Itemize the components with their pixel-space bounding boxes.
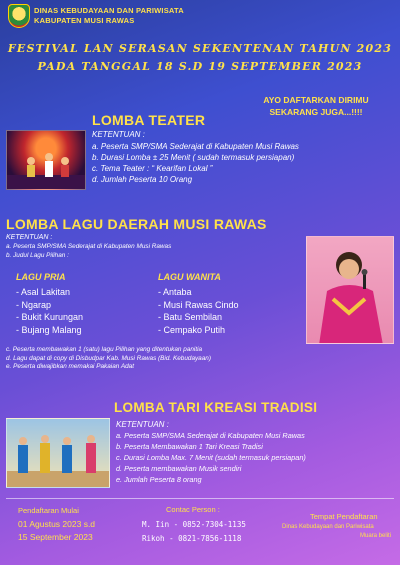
tari-title: LOMBA TARI KREASI TRADISI xyxy=(114,400,318,415)
list-item: a. Peserta SMP/SMA Sederajat di Kabupaten Musi Rawas xyxy=(92,142,299,151)
pendaftaran-label: Pendaftaran Mulai xyxy=(18,506,79,515)
list-item: c. Peserta membawakan 1 (satu) lagu Pilihan yang ditentukan panitia xyxy=(6,346,203,353)
lagu-pria-label: LAGU PRIA xyxy=(16,272,66,282)
festival-date: PADA TANGGAL 18 S.D 19 SEPTEMBER 2023 xyxy=(37,60,363,73)
list-item: b. Judul Lagu Pilihan : xyxy=(6,251,69,259)
tari-ketentuan-label: KETENTUAN : xyxy=(116,420,169,429)
lagu-notes xyxy=(6,346,211,372)
lagu-wanita-list xyxy=(158,286,239,336)
list-item: - Batu Sembilan xyxy=(158,312,223,323)
org-name-line2: KABUPATEN MUSI RAWAS xyxy=(34,16,135,25)
regency-logo xyxy=(8,4,30,28)
teater-photo xyxy=(6,130,86,190)
list-item: d. Peserta membawakan Musik sendiri xyxy=(116,464,242,473)
list-item: d. Lagu dapat di copy di Disbudpar Kab. Musi Rawas (Bid. Kebudayaan) xyxy=(6,354,211,362)
list-item: e. Peserta diwajibkan memakai Pakaian Adat xyxy=(6,363,134,371)
list-item: - Musi Rawas Cindo xyxy=(158,299,239,310)
cta-line2: SEKARANG JUGA...!!!! xyxy=(269,107,363,117)
singer-photo xyxy=(306,236,394,344)
lagu-wanita-label: LAGU WANITA xyxy=(158,272,221,282)
tempat-line2: Muara beliti xyxy=(360,533,392,539)
dance-photo xyxy=(6,418,110,488)
list-item: - Asal Lakitan xyxy=(16,287,71,297)
contact-line2: Rikoh - 0821-7856-1118 xyxy=(142,534,242,543)
list-item: - Antaba xyxy=(158,287,192,297)
tari-rules xyxy=(116,430,306,485)
festival-title: FESTIVAL LAN SERASAN SEKENTENAN TAHUN 2023 xyxy=(7,42,393,55)
lagu-intro xyxy=(6,243,171,260)
teater-rules xyxy=(92,141,299,185)
footer-divider xyxy=(6,498,394,499)
list-item: e. Jumlah Peserta 8 orang xyxy=(116,475,202,484)
cta-line1: AYO DAFTARKAN DIRIMU xyxy=(263,95,369,105)
pendaftaran-line2: 15 September 2023 xyxy=(18,532,93,542)
list-item: c. Durasi Lomba Max. 7 Menit (sudah termasuk persiapan) xyxy=(116,453,306,462)
contact-line1: M. Iin - 0852-7304-1135 xyxy=(142,520,246,529)
tempat-label: Tempat Pendaftaran xyxy=(310,512,378,521)
list-item: - Ngarap xyxy=(16,299,52,310)
contact-label: Contac Person : xyxy=(166,505,220,514)
lagu-title: LOMBA LAGU DAERAH MUSI RAWAS xyxy=(6,216,267,232)
tempat-line1: Dinas Kebudayaan dan Pariwisata xyxy=(282,524,374,530)
org-name-line1: DINAS KEBUDAYAAN DAN PARIWISATA xyxy=(34,6,184,15)
list-item: d. Jumlah Peserta 10 Orang xyxy=(92,175,193,184)
list-item: b. Durasi Lomba ± 25 Menit ( sudah termasuk persiapan) xyxy=(92,153,295,162)
pendaftaran-line1: 01 Agustus 2023 s.d xyxy=(18,519,96,529)
list-item: - Bujang Malang xyxy=(16,324,82,335)
list-item: a. Peserta SMP/SMA Sederajat di Kabupaten Musi Rawas xyxy=(6,243,172,250)
lagu-ketentuan-label: KETENTUAN : xyxy=(6,234,53,241)
list-item: b. Peserta Membawakan 1 Tari Kreasi Tradisi xyxy=(116,442,263,451)
lagu-pria-list xyxy=(16,286,83,336)
list-item: a. Peserta SMP/SMA Sederajat di Kabupaten Musi Rawas xyxy=(116,431,305,440)
teater-title: LOMBA TEATER xyxy=(92,112,206,128)
list-item: - Bukit Kurungan xyxy=(16,312,84,323)
list-item: - Cempako Putih xyxy=(158,324,226,335)
teater-ketentuan-label: KETENTUAN : xyxy=(92,130,145,139)
list-item: c. Tema Teater : “ Kearifan Lokal ” xyxy=(92,164,213,173)
